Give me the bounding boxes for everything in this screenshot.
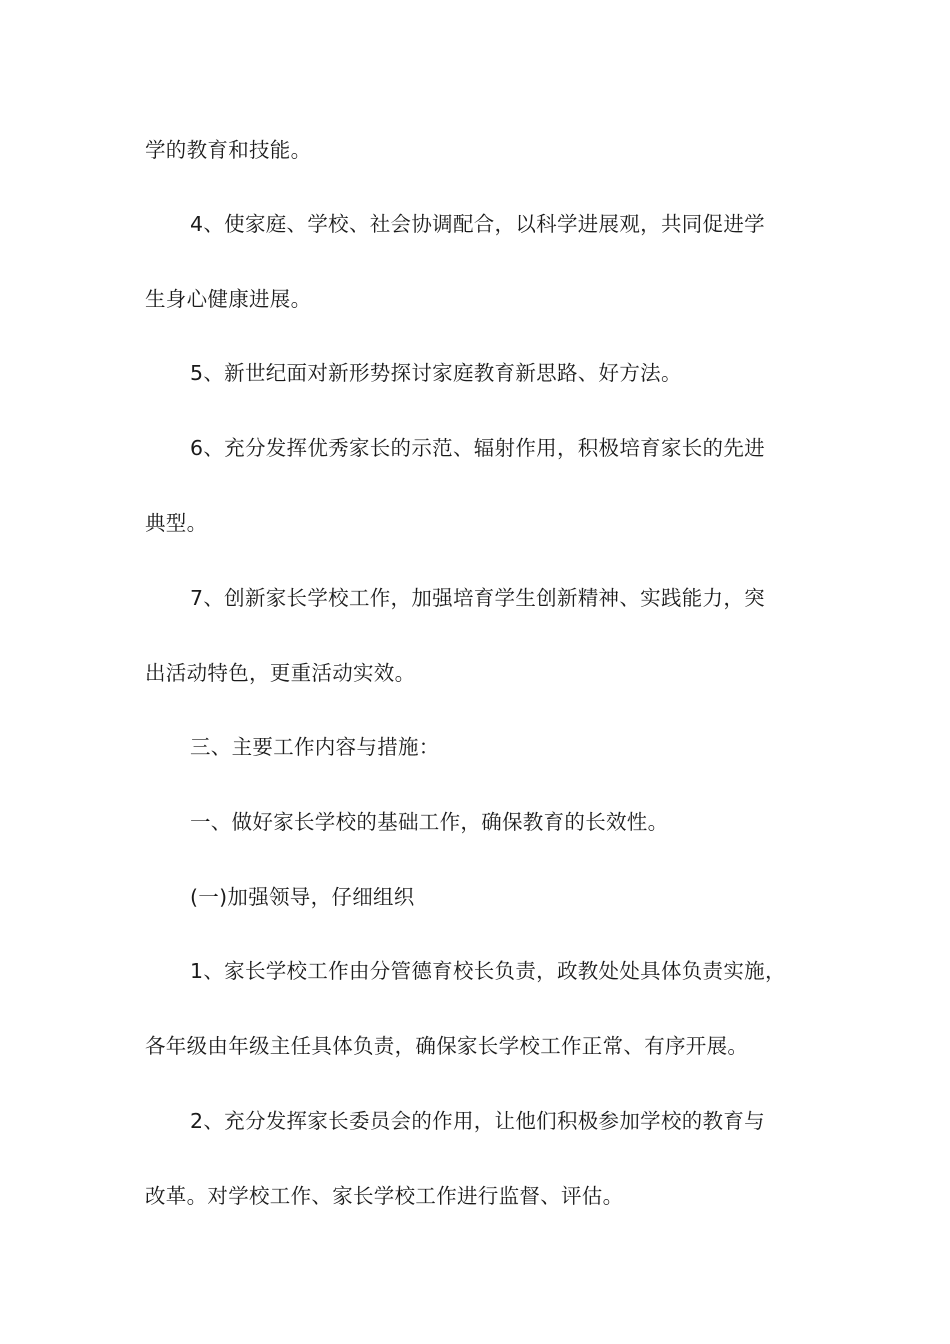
text-line: 2、充分发挥家长委员会的作用，让他们积极参加学校的教育与	[190, 1109, 765, 1133]
text-line: 改革。对学校工作、家长学校工作进行监督、评估。	[145, 1184, 624, 1208]
text-line: 各年级由年级主任具体负责，确保家长学校工作正常、有序开展。	[145, 1034, 749, 1058]
text-line: 出活动特色，更重活动实效。	[145, 661, 416, 685]
section-heading: 三、主要工作内容与措施：	[190, 735, 440, 759]
text-line: 典型。	[145, 511, 208, 535]
text-line: 1、家长学校工作由分管德育校长负责，政教处处具体负责实施，	[190, 959, 786, 983]
text-line: 4、使家庭、学校、社会协调配合，以科学进展观，共同促进学	[190, 212, 765, 236]
subsection-heading: 一、做好家长学校的基础工作，确保教育的长效性。	[190, 810, 669, 834]
text-line: 5、新世纪面对新形势探讨家庭教育新思路、好方法。	[190, 361, 682, 385]
text-line: 7、创新家长学校工作，加强培育学生创新精神、实践能力，突	[190, 586, 765, 610]
text-line: 学的教育和技能。	[145, 138, 312, 162]
text-line: 生身心健康进展。	[145, 287, 312, 311]
subsection-heading: (一)加强领导，仔细组织	[190, 885, 415, 909]
text-line: 6、充分发挥优秀家长的示范、辐射作用，积极培育家长的先进	[190, 436, 765, 460]
